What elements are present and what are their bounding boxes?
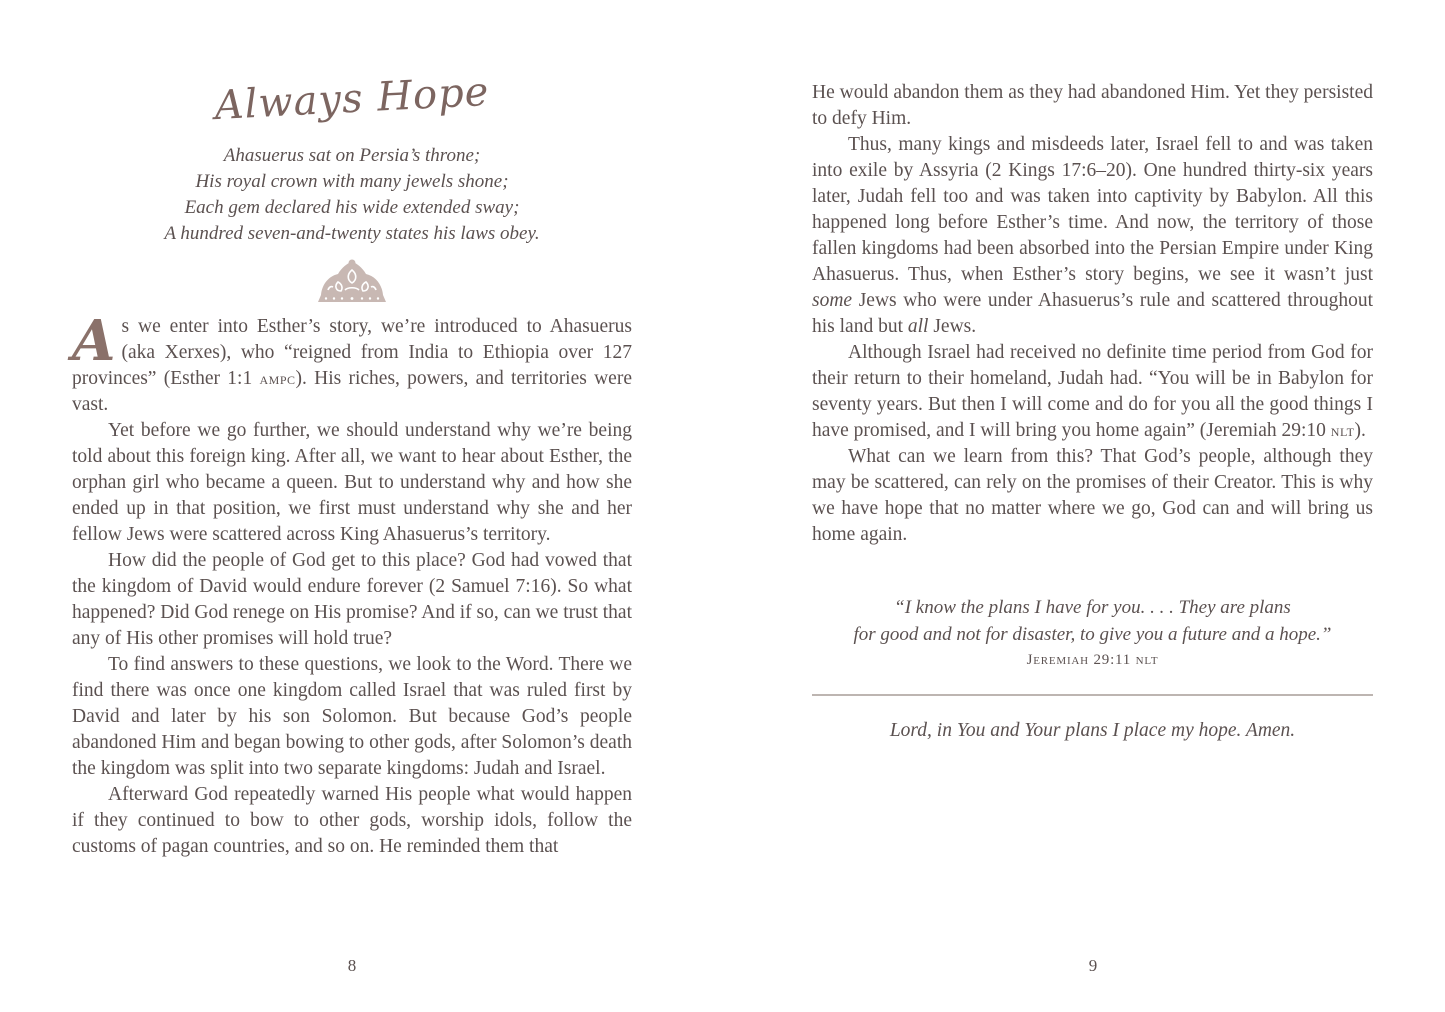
- body-paragraph: [72, 652, 632, 782]
- body-paragraph: [72, 548, 632, 652]
- text-run: ).: [1354, 420, 1366, 441]
- poem-line: A hundred seven-and-twenty states his laws obey.: [164, 223, 540, 244]
- body-paragraph: [72, 308, 632, 418]
- body-paragraph: [812, 340, 1373, 444]
- text-run: What can we learn from this? That God’s people, although they may be scattered, can rely on the promises of their Creator. This is why we have hope that no matter where we go, God can and will bring us home again.: [812, 446, 1373, 545]
- emphasis-text: some: [812, 290, 853, 311]
- text-run: Thus, many kings and misdeeds later, Israel fell to and was taken into exile by Assyria (2 Kings 17:6–20). One hundred thirty-six years later, Judah fell too and was taken into captivity by Babylon. All this happened long before Esther’s time. And now, the territory of those fallen kingdoms had been absorbed into the Persian Empire under King Ahasuerus. Thus, when Esther’s story begins, we see it wasn’t just: [812, 134, 1373, 285]
- quote-line: “I know the plans I have for you. . . . They are plans: [894, 597, 1291, 618]
- quote-line: for good and not for disaster, to give you a future and a hope.”: [853, 624, 1332, 645]
- left-body-text: [72, 308, 632, 860]
- text-run: How did the people of God get to this place? God had vowed that the kingdom of David would endure forever (2 Samuel 7:16). So what happened? Did God renege on His promise? And if so, can we trust that any of His other promises will hold true?: [72, 550, 632, 649]
- body-paragraph: [72, 418, 632, 548]
- body-paragraph: [812, 444, 1373, 548]
- body-paragraph: [812, 80, 1373, 132]
- text-run: He would abandon them as they had abandoned Him. Yet they persisted to defy Him.: [812, 82, 1373, 129]
- page-number: 9: [1088, 956, 1098, 975]
- text-run: Afterward God repeatedly warned His people what would happen if they continued to bow to other gods, worship idols, follow the customs of pagan countries, and so on. He reminded them that: [72, 784, 632, 857]
- drop-cap: A: [72, 308, 116, 374]
- text-run: Jews who were under Ahasuerus’s rule and scattered throughout his land but: [812, 290, 1373, 337]
- scripture-quote: [812, 594, 1373, 672]
- section-divider: [812, 694, 1373, 696]
- text-run: s we enter into Esther’s story, we’re introduced to Ahasuerus (aka Xerxes), who “reigned from India to Ethiopia over 127 provinces” (Esther 1:1: [72, 316, 632, 389]
- body-paragraph: [812, 132, 1373, 340]
- poem-line: His royal crown with many jewels shone;: [195, 171, 509, 192]
- page-number: 8: [347, 956, 357, 975]
- translation-abbrev: nlt: [1330, 421, 1355, 440]
- poem-line: Each gem declared his wide extended sway;: [184, 197, 520, 218]
- quote-reference: Jeremiah 29:11 nlt: [1026, 652, 1159, 668]
- translation-abbrev: ampc: [259, 369, 296, 388]
- emphasis-text: all: [907, 316, 929, 337]
- text-run: To find answers to these questions, we look to the Word. There we find there was once one kingdom called Israel that was ruled first by David and later by his son Solomon. But because God’s people abandoned Him and began bowing to other gods, after Solomon’s death the kingdom was split into two separate kingdoms: Judah and Israel.: [72, 654, 632, 779]
- left-page: [0, 0, 722, 1012]
- text-run: Yet before we go further, we should understand why we’re being told about this foreign king. After all, we want to hear about Esther, the orphan girl who became a queen. But to understand why and how she ended up in that position, we first must understand why she and her fellow Jews were scattered across King Ahasuerus’s territory.: [72, 420, 632, 545]
- body-paragraph: [72, 782, 632, 860]
- right-body-text: [812, 80, 1373, 548]
- tiara-icon: [312, 258, 392, 304]
- chapter-title: Always Hope: [213, 68, 491, 130]
- text-run: Jews.: [928, 316, 977, 337]
- poem-line: Ahasuerus sat on Persia’s throne;: [223, 145, 481, 166]
- right-page: [722, 0, 1445, 1012]
- closing-prayer: Lord, in You and Your plans I place my hope. Amen.: [889, 720, 1296, 741]
- text-run: ). His riches, powers, and territories were vast.: [72, 368, 632, 415]
- epigraph-poem: [72, 143, 632, 247]
- text-run: Although Israel had received no definite time period from God for their return to their homeland, Judah had. “You will be in Babylon for seventy years. But then I will come and do for you all the good things I have promised, and I will bring you home again” (Jeremiah 29:10: [812, 342, 1373, 441]
